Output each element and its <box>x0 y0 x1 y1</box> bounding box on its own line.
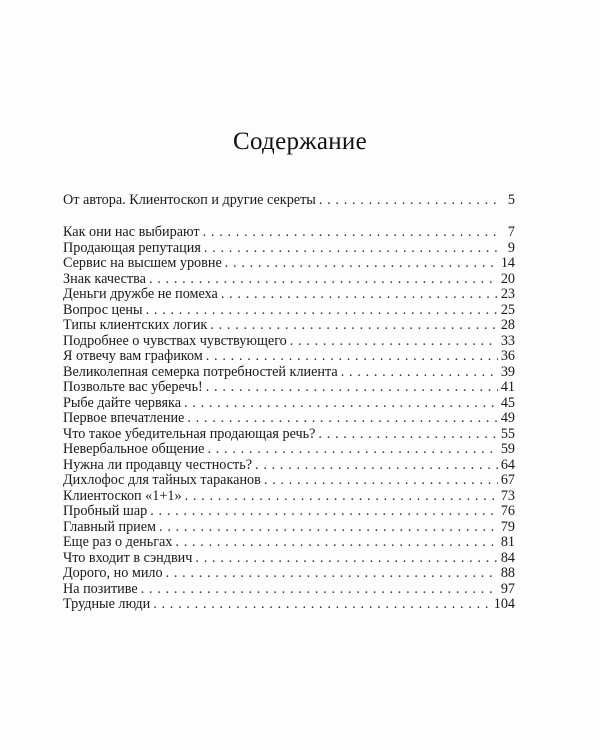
toc-entry-page: 23 <box>500 286 515 302</box>
toc-entry-page: 67 <box>500 472 515 488</box>
toc-entry-label: Деньги дружбе не помеха <box>63 286 218 302</box>
toc-entry[interactable] <box>63 504 515 520</box>
toc-list <box>63 225 515 613</box>
toc-entry-page: 7 <box>507 224 515 240</box>
toc-entry-page: 84 <box>500 549 515 566</box>
toc-entry[interactable] <box>63 241 515 257</box>
page-title: Содержание <box>233 128 367 155</box>
dot-leader <box>210 318 498 334</box>
toc-entry[interactable] <box>63 427 515 443</box>
toc-entry[interactable] <box>63 520 515 536</box>
toc-entry-label: Трудные люди <box>63 596 151 612</box>
dot-leader <box>175 535 497 551</box>
toc-entry[interactable] <box>63 458 515 474</box>
toc-entry[interactable] <box>63 535 515 551</box>
toc-entry-label: Клиентоскоп «1+1» <box>63 487 182 504</box>
dot-leader <box>187 411 497 427</box>
toc-entry-label: Дихлофос для тайных тараканов <box>63 472 261 488</box>
toc-entry[interactable] <box>63 334 515 350</box>
dot-leader <box>150 504 498 520</box>
toc-entry-page: 73 <box>500 487 515 504</box>
dot-leader <box>146 303 498 319</box>
toc-entry-page: 81 <box>500 534 515 550</box>
toc-entry-label: Продающая репутация <box>63 239 201 256</box>
toc-entry-label: Сервис на высшем уровне <box>63 255 222 271</box>
dot-leader <box>159 520 498 536</box>
toc-entry[interactable] <box>63 489 515 505</box>
toc-entry[interactable] <box>63 396 515 412</box>
toc-entry-label: Рыбе дайте червяка <box>63 394 181 411</box>
toc-entry-label: Пробный шар <box>63 503 148 519</box>
toc-entry[interactable] <box>63 380 515 396</box>
toc-entry-label: На позитиве <box>63 580 138 597</box>
toc-entry[interactable] <box>63 442 515 458</box>
toc-entry-page: 64 <box>500 456 515 473</box>
toc-entry-page: 20 <box>500 270 515 287</box>
toc-entry-page: 104 <box>493 596 515 612</box>
toc-entry-label: Позвольте вас уберечь! <box>63 379 203 395</box>
toc-entry-page: 79 <box>500 518 515 535</box>
toc-entry-label: Как они нас выбирают <box>63 224 200 240</box>
toc-entry-label: Первое впечатление <box>63 410 185 426</box>
toc-entry[interactable] <box>63 411 515 427</box>
dot-leader <box>195 551 497 567</box>
dot-leader <box>203 225 500 241</box>
toc-entry-page: 97 <box>500 580 515 597</box>
dot-leader <box>319 193 500 209</box>
dot-leader <box>290 334 498 350</box>
toc-entry-page: 33 <box>500 332 515 349</box>
dot-leader <box>166 566 498 582</box>
dot-leader <box>206 349 498 365</box>
toc-entry-page: 14 <box>500 255 515 271</box>
toc-entry-page: 55 <box>500 425 515 442</box>
dot-leader <box>141 582 498 598</box>
toc-entry-label: Что такое убедительная продающая речь? <box>63 425 316 442</box>
toc-entry-author[interactable] <box>63 193 515 209</box>
toc-entry[interactable] <box>63 225 515 241</box>
toc-entry-page: 28 <box>500 317 515 333</box>
toc-entry[interactable] <box>63 582 515 598</box>
dot-leader <box>207 442 497 458</box>
dot-leader <box>204 241 500 257</box>
toc-author-section <box>63 193 515 209</box>
dot-leader <box>225 256 498 272</box>
dot-leader <box>255 458 498 474</box>
toc-entry-page: 76 <box>500 503 515 519</box>
toc-entry-page: 49 <box>500 410 515 426</box>
toc-entry-label: Знак качества <box>63 270 146 287</box>
toc-entry-label: Типы клиентских логик <box>63 317 208 333</box>
toc-entry-label: Великолепная семерка потребностей клиента <box>63 363 338 380</box>
toc-entry-page: 36 <box>500 348 515 364</box>
toc-entry-page: 39 <box>500 363 515 380</box>
dot-leader <box>153 597 491 613</box>
toc-entry[interactable] <box>63 303 515 319</box>
toc-entry-label: Невербальное общение <box>63 441 205 457</box>
toc-entry-page: 25 <box>500 301 515 318</box>
dot-leader <box>184 396 498 412</box>
toc-entry-label: Еще раз о деньгах <box>63 534 173 550</box>
toc-entry-label: Я отвечу вам графиком <box>63 348 203 364</box>
toc-entry-label: Нужна ли продавцу честность? <box>63 456 253 473</box>
toc-entry[interactable] <box>63 256 515 272</box>
toc-entry[interactable] <box>63 318 515 334</box>
toc-entry[interactable] <box>63 551 515 567</box>
toc-entry[interactable] <box>63 349 515 365</box>
toc-entry-label: Подробнее о чувствах чувствующего <box>63 332 287 349</box>
toc-entry[interactable] <box>63 566 515 582</box>
dot-leader <box>318 427 497 443</box>
dot-leader <box>264 473 498 489</box>
toc-entry[interactable] <box>63 597 515 613</box>
toc-entry-label: Главный прием <box>63 518 157 535</box>
dot-leader <box>206 380 498 396</box>
dot-leader <box>149 272 498 288</box>
toc-entry-label: От автора. Клиентоскоп и другие секреты <box>63 192 316 208</box>
toc-entry[interactable] <box>63 287 515 303</box>
dot-leader <box>341 365 498 381</box>
dot-leader <box>185 489 498 505</box>
toc-entry-page: 45 <box>500 394 515 411</box>
toc-entry-label: Вопрос цены <box>63 301 143 318</box>
toc-entry-page: 59 <box>500 441 515 457</box>
toc-entry-page: 41 <box>500 379 515 395</box>
toc-entry-label: Дорого, но мило <box>63 565 163 581</box>
toc-entry[interactable] <box>63 272 515 288</box>
dot-leader <box>221 287 498 303</box>
toc-entry-page: 88 <box>500 565 515 581</box>
toc-entry-label: Что входит в сэндвич <box>63 549 193 566</box>
toc-entry[interactable] <box>63 365 515 381</box>
toc-entry-page: 5 <box>507 192 515 208</box>
toc-entry[interactable] <box>63 473 515 489</box>
toc-entry-page: 9 <box>507 239 515 256</box>
